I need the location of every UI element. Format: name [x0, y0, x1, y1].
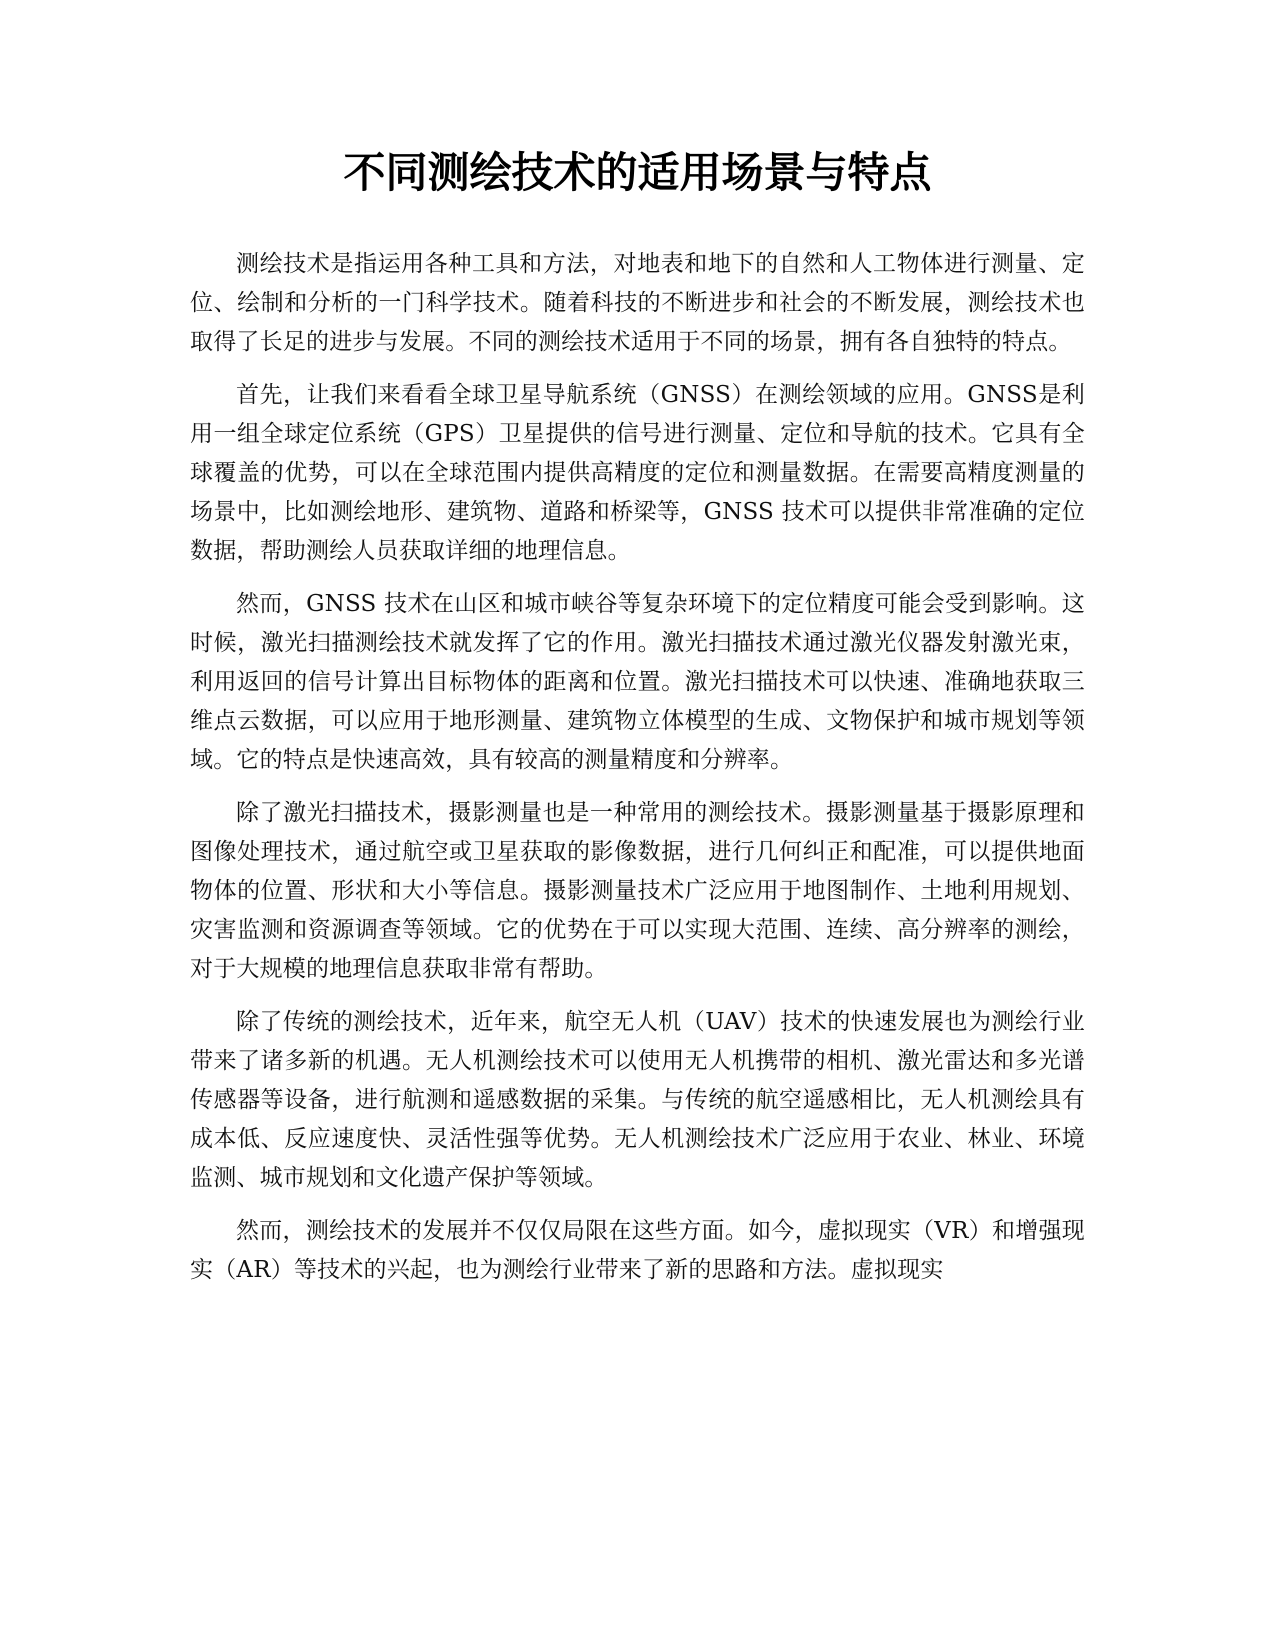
paragraph-gnss: 首先，让我们来看看全球卫星导航系统（GNSS）在测绘领域的应用。GNSS是利用一组全球定位系统（GPS）卫星提供的信号进行测量、定位和导航的技术。它具有全球覆盖的优势，可以在全球范围内提供高精度的定位和测量数据。在需要高精度测量的场景中，比如测绘地形、建筑物、道路和桥梁等，GNSS 技术可以提供非常准确的定位数据，帮助测绘人员获取详细的地理信息。	[190, 382, 1085, 564]
paragraph-vr-ar: 然而，测绘技术的发展并不仅仅局限在这些方面。如今，虚拟现实（VR）和增强现实（AR）等技术的兴起，也为测绘行业带来了新的思路和方法。虚拟现实	[190, 1218, 1085, 1283]
document-title: 不同测绘技术的适用场景与特点	[343, 148, 932, 197]
paragraph-intro: 测绘技术是指运用各种工具和方法，对地表和地下的自然和人工物体进行测量、定位、绘制和分析的一门科学技术。随着科技的不断进步和社会的不断发展，测绘技术也取得了长足的进步与发展。不同的测绘技术适用于不同的场景，拥有各自独特的特点。	[190, 251, 1085, 355]
paragraph-laser-scanning: 然而，GNSS 技术在山区和城市峡谷等复杂环境下的定位精度可能会受到影响。这时候，激光扫描测绘技术就发挥了它的作用。激光扫描技术通过激光仪器发射激光束，利用返回的信号计算出目标物体的距离和位置。激光扫描技术可以快速、准确地获取三维点云数据，可以应用于地形测量、建筑物立体模型的生成、文物保护和城市规划等领域。它的特点是快速高效，具有较高的测量精度和分辨率。	[190, 591, 1085, 773]
paragraph-photogrammetry: 除了激光扫描技术，摄影测量也是一种常用的测绘技术。摄影测量基于摄影原理和图像处理技术，通过航空或卫星获取的影像数据，进行几何纠正和配准，可以提供地面物体的位置、形状和大小等信息。摄影测量技术广泛应用于地图制作、土地利用规划、灾害监测和资源调查等领域。它的优势在于可以实现大范围、连续、高分辨率的测绘，对于大规模的地理信息获取非常有帮助。	[190, 800, 1085, 982]
paragraph-uav: 除了传统的测绘技术，近年来，航空无人机（UAV）技术的快速发展也为测绘行业带来了诸多新的机遇。无人机测绘技术可以使用无人机携带的相机、激光雷达和多光谱传感器等设备，进行航测和遥感数据的采集。与传统的航空遥感相比，无人机测绘具有成本低、反应速度快、灵活性强等优势。无人机测绘技术广泛应用于农业、林业、环境监测、城市规划和文化遗产保护等领域。	[190, 1009, 1085, 1191]
document-body	[190, 245, 1085, 1304]
